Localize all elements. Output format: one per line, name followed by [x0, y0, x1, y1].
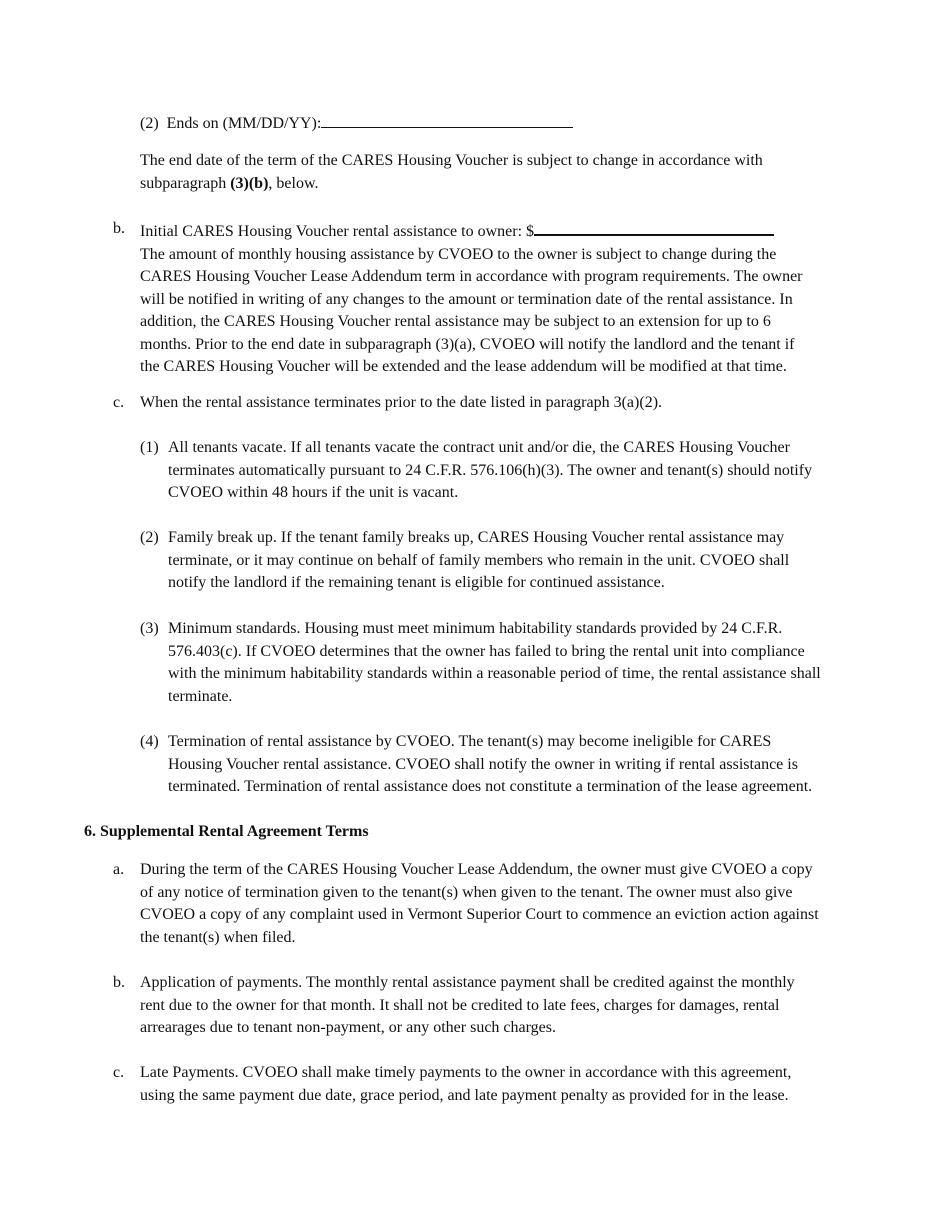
section-6-heading: 6. Supplemental Rental Agreement Terms	[84, 823, 369, 840]
item-b-text-line: addition, the CARES Housing Voucher rental assistance may be subject to an extension for up to 6	[140, 313, 771, 330]
c-sub3-line: Minimum standards. Housing must meet minimum habitability standards provided by 24 C.F.R.	[168, 620, 783, 637]
c-sub4	[168, 731, 812, 799]
s6-item-b-line: Application of payments. The monthly rental assistance payment shall be credited against the monthly	[140, 974, 795, 991]
end-date-note-post: , below.	[268, 174, 319, 192]
c-sub2-line: Family break up. If the tenant family breaks up, CARES Housing Voucher rental assistance may	[168, 529, 785, 546]
s6-item-c-line: Late Payments. CVOEO shall make timely payments to the owner in accordance with this agreement,	[140, 1064, 792, 1081]
item-b-marker: b.	[113, 220, 125, 237]
c-sub2-number: (2)	[140, 529, 159, 546]
end-date-note	[140, 150, 763, 195]
c-sub4-number: (4)	[140, 733, 159, 750]
item-b-body	[140, 244, 803, 379]
s6-item-c-marker: c.	[113, 1064, 125, 1081]
item-b-line1	[140, 218, 803, 244]
c-sub4-line: Termination of rental assistance by CVOEO. The tenant(s) may become ineligible for CARES	[168, 733, 772, 750]
s6-item-b	[140, 972, 795, 1040]
end-date-note-line1: The end date of the term of the CARES Housing Voucher is subject to change in accordance with	[140, 152, 763, 169]
ends-on-line	[140, 111, 573, 136]
s6-item-a	[140, 859, 819, 949]
c-sub3-line: terminate.	[168, 687, 233, 705]
rental-assistance-amount-blank[interactable]	[534, 218, 774, 236]
s6-item-a-marker: a.	[113, 861, 125, 878]
item-b-text-line: will be notified in writing of any changes to the amount or termination date of the rental assistance. In	[140, 290, 793, 308]
c-sub4-line: Housing Voucher rental assistance. CVOEO shall notify the owner in writing if rental assistance is	[168, 755, 798, 773]
ends-on-label: Ends on (MM/DD/YY):	[166, 115, 322, 132]
item-c-text: When the rental assistance terminates prior to the date listed in paragraph 3(a)(2).	[140, 394, 663, 411]
end-date-note-pre: subparagraph	[140, 174, 231, 192]
s6-item-c-line: using the same payment due date, grace period, and late payment penalty as provided for in the lease.	[140, 1086, 789, 1104]
c-sub1-line: terminates automatically pursuant to 24 C.F.R. 576.106(h)(3). The owner and tenant(s) should notify	[168, 461, 813, 479]
c-sub3-line: 576.403(c). If CVOEO determines that the owner has failed to bring the rental unit into compliance	[168, 642, 805, 660]
c-sub1	[168, 437, 812, 505]
s6-item-a-line: CVOEO a copy of any complaint used in Vermont Superior Court to commence an eviction action against	[140, 906, 819, 923]
item-b-text-line: months. Prior to the end date in subparagraph (3)(a), CVOEO will notify the landlord and the tenant if	[140, 335, 795, 353]
item-b	[140, 218, 803, 379]
c-sub1-line: All tenants vacate. If all tenants vacate the contract unit and/or die, the CARES Housing Voucher	[168, 439, 790, 456]
item-b-text-line: CARES Housing Voucher Lease Addendum term in accordance with program requirements. The owner	[140, 268, 803, 285]
item-b-rental-label: Initial CARES Housing Voucher rental assistance to owner: $	[140, 223, 535, 240]
s6-item-a-line: of any notice of termination given to the tenant(s) when given to the tenant. The owner must also give	[140, 883, 793, 901]
c-sub1-number: (1)	[140, 439, 159, 456]
c-sub3-line: with the minimum habitability standards within a reasonable period of time, the rental assistance shall	[168, 665, 821, 682]
c-sub2-line: terminate, or it may continue on behalf of family members who remain in the unit. CVOEO shall	[168, 551, 790, 569]
end-date-note-line2	[140, 173, 763, 196]
c-sub1-line: CVOEO within 48 hours if the unit is vacant.	[168, 484, 459, 501]
s6-item-b-line: rent due to the owner for that month. It shall not be credited to late fees, charges for damages, rental	[140, 996, 780, 1014]
c-sub4-line: terminated. Termination of rental assistance does not constitute a termination of the lease agreement.	[168, 778, 813, 795]
c-sub2-line: notify the landlord if the remaining tenant is eligible for continued assistance.	[168, 574, 665, 591]
s6-item-a-line: the tenant(s) when filed.	[140, 928, 296, 946]
s6-item-a-line: During the term of the CARES Housing Voucher Lease Addendum, the owner must give CVOEO a copy	[140, 861, 813, 878]
c-sub3	[168, 618, 821, 708]
ends-on-date-blank[interactable]	[321, 111, 573, 128]
s6-item-b-line: arrearages due to tenant non-payment, or any other such charges.	[140, 1019, 556, 1036]
c-sub3-number: (3)	[140, 620, 159, 637]
s6-item-c	[140, 1062, 791, 1107]
c-sub2	[168, 527, 789, 595]
item-b-text-line: the CARES Housing Voucher will be extended and the lease addendum will be modified at that time.	[140, 358, 787, 375]
end-date-note-ref: (3)(b)	[230, 174, 269, 192]
ends-on-number: (2)	[140, 115, 159, 132]
item-b-text-line: The amount of monthly housing assistance by CVOEO to the owner is subject to change during the	[140, 245, 777, 263]
item-c-marker: c.	[113, 394, 125, 411]
s6-item-b-marker: b.	[113, 974, 125, 991]
